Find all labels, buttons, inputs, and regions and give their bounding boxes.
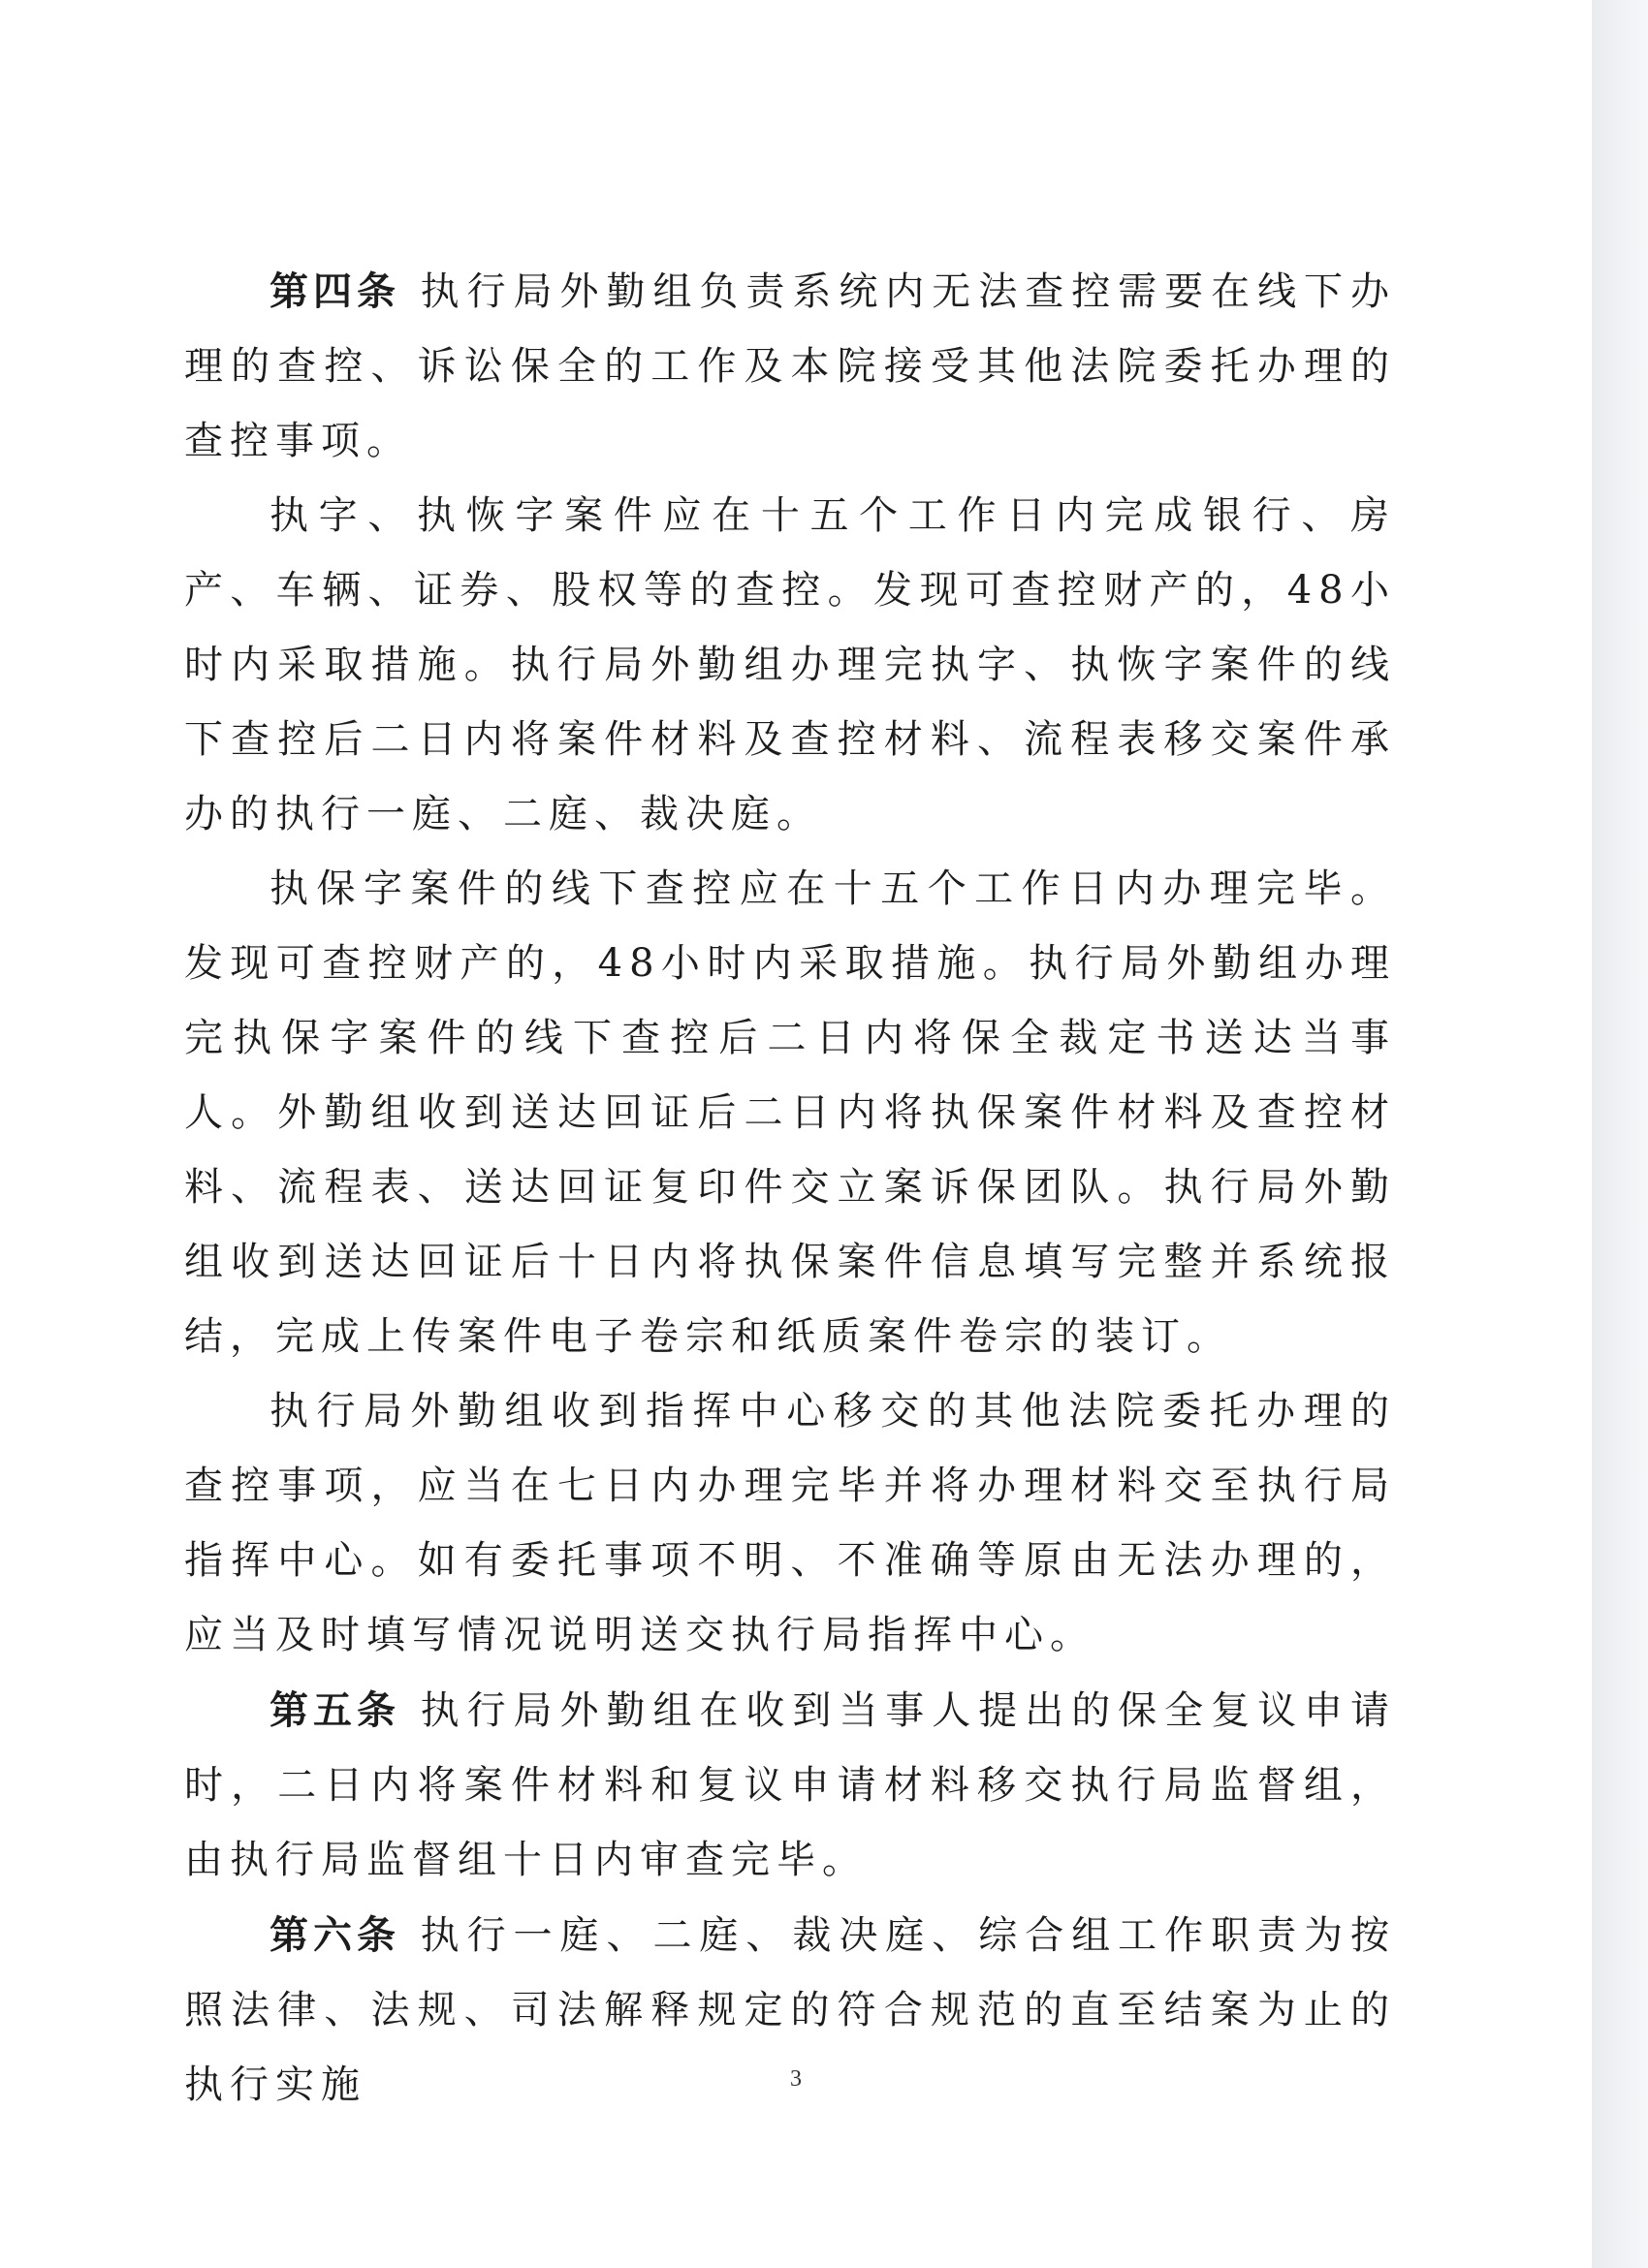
scan-edge <box>1592 0 1648 2268</box>
paragraph-text: 执行一庭、二庭、裁决庭、综合组工作职责为按照法律、法规、司法解释规定的符合规范的直至结案为止的执行实施 <box>184 1913 1397 2107</box>
article-label: 第六条 <box>269 1912 400 1958</box>
article-label: 第五条 <box>269 1687 400 1733</box>
paragraph-text: 执行局外勤组在收到当事人提出的保全复议申请时，二日内将案件材料和复议申请材料移交执行局监督组，由执行局监督组十日内审查完毕。 <box>184 1688 1397 1882</box>
paragraph-entrusted-matters <box>184 1374 1396 1673</box>
document-body <box>184 254 1396 2123</box>
paragraph-text: 执字、执恢字案件应在十五个工作日内完成银行、房产、车辆、证券、股权等的查控。发现可查控财产的，48小时内采取措施。执行局外勤组办理完执字、执恢字案件的线下查控后二日内将案件材料及查控材料、流程表移交案件承办的执行一庭、二庭、裁决庭。 <box>184 493 1396 836</box>
paragraph-text: 执保字案件的线下查控应在十五个工作日内办理完毕。发现可查控财产的，48小时内采取措施。执行局外勤组办理完执保字案件的线下查控后二日内将保全裁定书送达当事人。外勤组收到送达回证后二日内将执保案件材料及查控材料、流程表、送达回证复印件交立案诉保团队。执行局外勤组收到送达回证后十日内将执保案件信息填写完整并系统报结，完成上传案件电子卷宗和纸质案件卷宗的装订。 <box>184 866 1396 1359</box>
paragraph-text: 执行局外勤组收到指挥中心移交的其他法院委托办理的查控事项，应当在七日内办理完毕并将办理材料交至执行局指挥中心。如有委托事项不明、不准确等原由无法办理的，应当及时填写情况说明送交执行局指挥中心。 <box>184 1389 1396 1657</box>
paragraph-zhizi-cases <box>184 479 1396 852</box>
paragraph-zhibaozi-cases <box>184 852 1396 1374</box>
page-number: 3 <box>790 2066 802 2092</box>
paragraph-article-5 <box>184 1673 1396 1898</box>
paragraph-text: 执行局外勤组负责系统内无法查控需要在线下办理的查控、诉讼保全的工作及本院接受其他法院委托办理的查控事项。 <box>184 269 1397 463</box>
article-label: 第四条 <box>269 268 400 314</box>
paragraph-article-4 <box>184 254 1396 479</box>
